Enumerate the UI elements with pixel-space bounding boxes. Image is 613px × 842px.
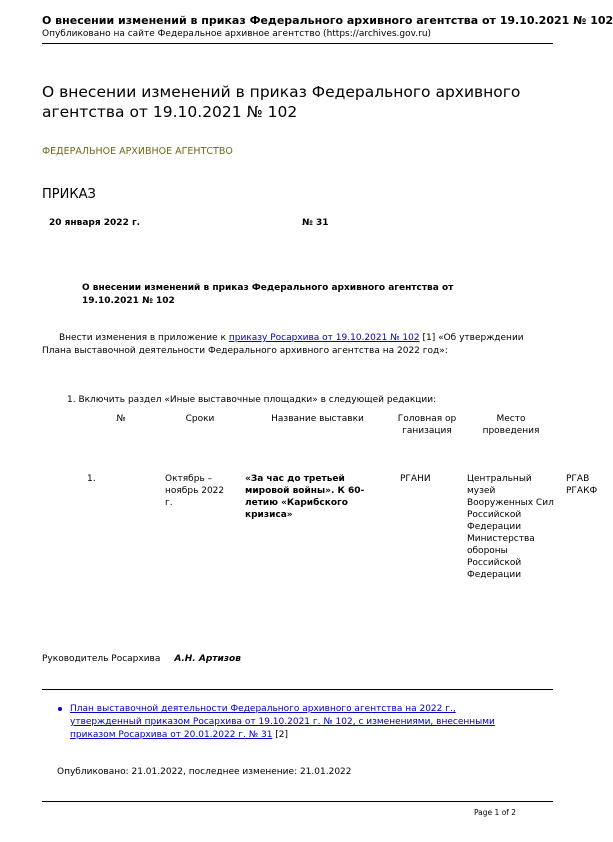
table-cell-name: «За час до третьей мировой войны». К 60-летию «Карибского кризиса» xyxy=(245,474,365,520)
exhibition-plan-link[interactable]: План выставочной деятельности Федерального архивного агентства на 2022 г., утвержденный приказом Росархива от 19.10.2021 г. № 102, с изменениями, внесенными приказом Росархива от 20.01.2022 г. № 31 xyxy=(70,704,495,740)
table-header-dates: Сроки xyxy=(185,414,215,424)
published-info: Опубликовано: 21.01.2022, последнее изменение: 21.01.2022 xyxy=(57,767,352,777)
footnote-ref: [2] xyxy=(272,730,289,740)
footer-divider xyxy=(42,801,553,802)
table-header-name: Название выставки xyxy=(271,414,364,424)
intro-prefix: Внести изменения в приложение к xyxy=(59,333,229,343)
bullet-icon xyxy=(58,707,62,711)
item-intro: 1. Включить раздел «Иные выставочные площадки» в следующей редакции: xyxy=(67,395,437,405)
order-subject: О внесении изменений в приказ Федерального архивного агентства от 19.10.2021 № 102 xyxy=(82,283,454,306)
order-number: № 31 xyxy=(302,218,329,228)
agency-name: ФЕДЕРАЛЬНОЕ АРХИВНОЕ АГЕНТСТВО xyxy=(42,146,233,157)
intro-paragraph xyxy=(42,332,542,358)
footnote-divider xyxy=(42,689,553,690)
intro-rest: «Об утверждении Плана выставочной деятельности Федерального архивного агентства на 2022 год»: xyxy=(42,333,524,356)
header-title: О внесении изменений в приказ Федерального архивного агентства от 19.10.2021 № 102 xyxy=(42,14,613,27)
table-cell-num: 1. xyxy=(87,474,96,484)
table-header-place: Место проведения xyxy=(482,414,540,436)
signature-name: А.Н. Артизов xyxy=(174,654,241,664)
header-divider xyxy=(42,43,553,44)
signature-role: Руководитель Росархива xyxy=(42,654,161,664)
table-cell-place: Центральный музей Вооруженных Сил Российской Федерации Министерства обороны Российской Федерации xyxy=(467,474,554,580)
table-cell-dates: Октябрь – ноябрь 2022 г. xyxy=(165,474,225,508)
footnote-item xyxy=(70,703,520,742)
page-number: Page 1 of 2 xyxy=(474,808,517,817)
signature-block xyxy=(42,654,241,664)
order-label: ПРИКАЗ xyxy=(42,187,96,202)
intro-ref: [1] xyxy=(419,333,436,343)
table-cell-org: РГАНИ xyxy=(400,474,431,484)
document-title: О внесении изменений в приказ Федерального архивного агентства от 19.10.2021 № 102 xyxy=(42,83,521,121)
table-header-org: Головная организация xyxy=(397,414,457,436)
table-cell-participants: РГАВ РГАКФ xyxy=(566,474,598,496)
order-102-link[interactable]: приказу Росархива от 19.10.2021 № 102 xyxy=(228,333,420,343)
table-header-num: № xyxy=(116,414,126,424)
order-date: 20 января 2022 г. xyxy=(49,218,141,228)
header-published-on: Опубликовано на сайте Федеральное архивное агентство (https://archives.gov.ru) xyxy=(42,29,432,39)
